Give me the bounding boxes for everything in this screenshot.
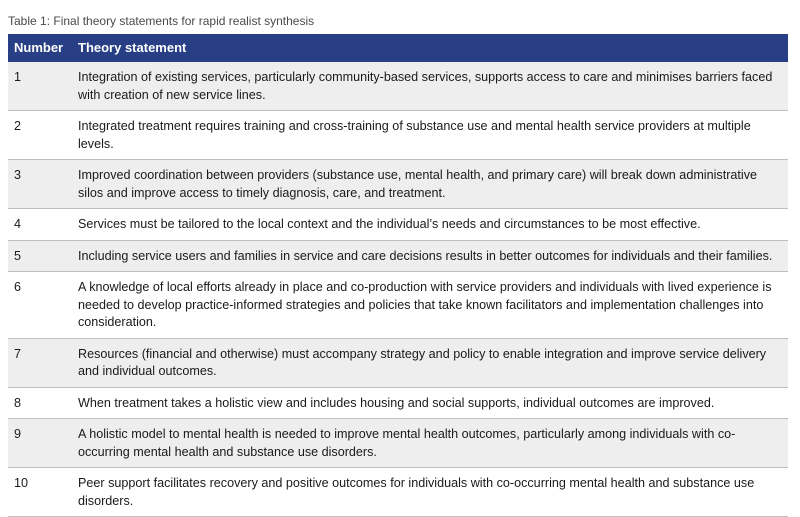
- row-number: 5: [8, 240, 72, 272]
- row-statement: Including service users and families in service and care decisions results in better outcomes for individuals and their families.: [72, 240, 788, 272]
- table-header-row: [8, 34, 788, 62]
- row-statement: Resources (financial and otherwise) must accompany strategy and policy to enable integration and improve service delivery and individual outcomes.: [72, 338, 788, 387]
- row-statement: Integrated treatment requires training and cross-training of substance use and mental health service providers at multiple levels.: [72, 111, 788, 160]
- table-row: [8, 338, 788, 387]
- row-number: 1: [8, 62, 72, 111]
- table-caption: Table 1: Final theory statements for rapid realist synthesis: [8, 14, 315, 28]
- row-number: 6: [8, 272, 72, 339]
- row-number: 9: [8, 419, 72, 468]
- row-statement: When treatment takes a holistic view and includes housing and social supports, individual outcomes are improved.: [72, 387, 788, 419]
- row-statement: Improved coordination between providers (substance use, mental health, and primary care) will break down administrative silos and improve access to timely diagnosis, care, and treatment.: [72, 160, 788, 209]
- table-row: [8, 111, 788, 160]
- row-number: 3: [8, 160, 72, 209]
- column-header-statement: Theory statement: [78, 40, 187, 56]
- table-row: [8, 240, 788, 272]
- table-row: [8, 387, 788, 419]
- row-statement: A holistic model to mental health is needed to improve mental health outcomes, particularly among individuals with co-occurring mental health and substance use disorders.: [72, 419, 788, 468]
- row-number: 10: [8, 468, 72, 517]
- table-row: [8, 419, 788, 468]
- row-statement: Peer support facilitates recovery and positive outcomes for individuals with co-occurring mental health and substance use disorders.: [72, 468, 788, 517]
- row-number: 2: [8, 111, 72, 160]
- table-row: [8, 160, 788, 209]
- column-header-number: Number: [14, 40, 64, 56]
- row-statement: Integration of existing services, particularly community-based services, supports access to care and minimises barriers faced with creation of new service lines.: [72, 62, 788, 111]
- row-number: 4: [8, 209, 72, 241]
- row-number: 7: [8, 338, 72, 387]
- row-number: 8: [8, 387, 72, 419]
- table-row: [8, 468, 788, 517]
- table-row: [8, 272, 788, 339]
- table-body: [8, 62, 788, 517]
- table-row: [8, 62, 788, 111]
- table-header: [8, 34, 788, 62]
- theory-statements-table: [8, 34, 788, 517]
- row-statement: A knowledge of local efforts already in place and co-production with service providers and individuals with lived experience is needed to develop practice-informed strategies and policies that take known facilitators and implementation challenges into consideration.: [72, 272, 788, 339]
- table-row: [8, 209, 788, 241]
- row-statement: Services must be tailored to the local context and the individual’s needs and circumstances to be most effective.: [72, 209, 788, 241]
